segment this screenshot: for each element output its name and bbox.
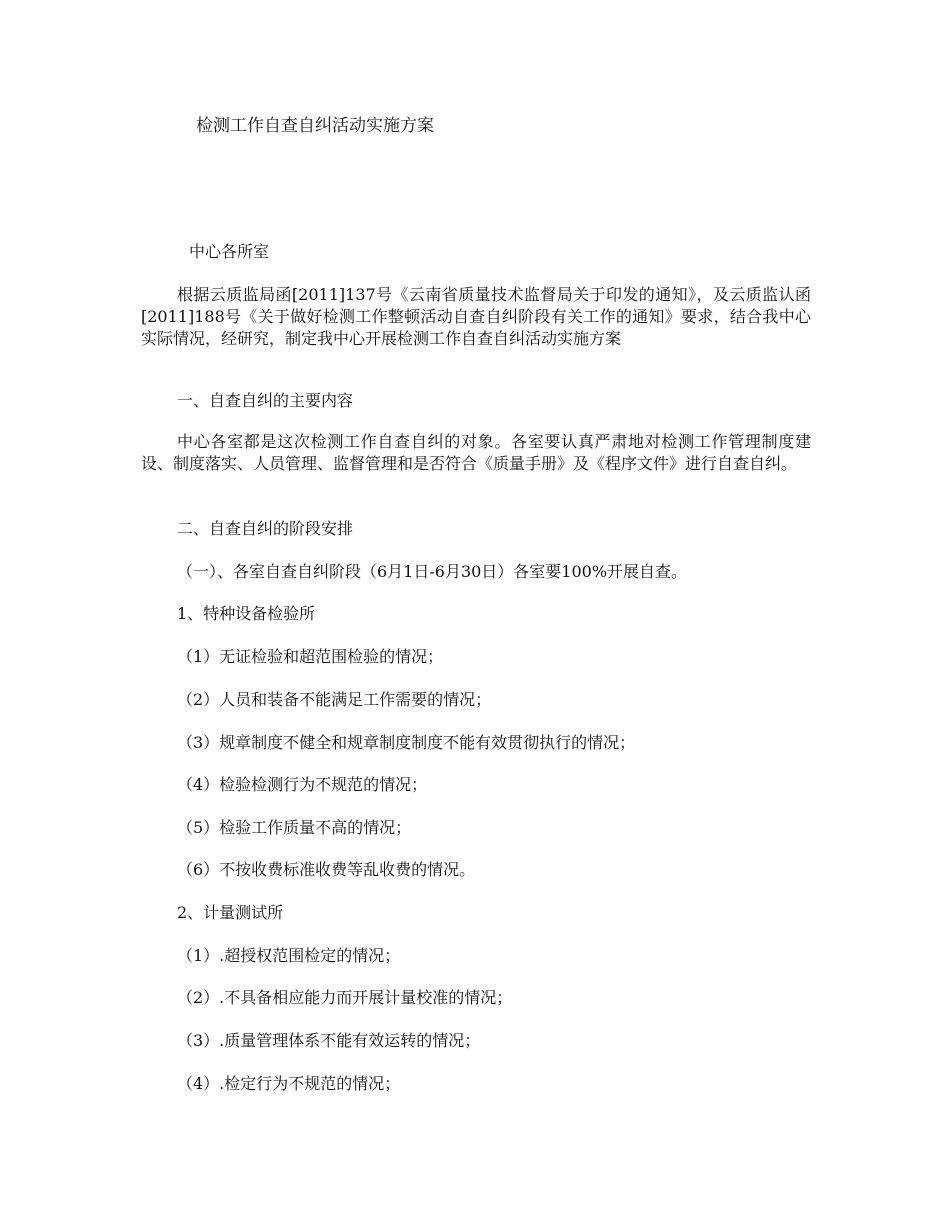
dept-1-item: （6）不按收费标准收费等乱收费的情况。 bbox=[177, 860, 476, 879]
addressee: 中心各所室 bbox=[189, 242, 270, 261]
dept-1-item: （5）检验工作质量不高的情况； bbox=[177, 818, 412, 837]
dept-2-name: 2、计量测试所 bbox=[177, 903, 284, 922]
dept-2-item: （4）.检定行为不规范的情况； bbox=[177, 1074, 401, 1093]
document-title: 检测工作自查自纠活动实施方案 bbox=[196, 116, 434, 136]
stage-1-text: （一）、各室自查自纠阶段（6月1日-6月30日）各室要100%开展自查。 bbox=[177, 562, 688, 581]
dept-2-item: （1）.超授权范围检定的情况； bbox=[177, 946, 401, 965]
dept-1-item: （4）检验检测行为不规范的情况； bbox=[177, 775, 428, 794]
intro-paragraph: 根据云质监局函[2011]137号《云南省质量技术监督局关于印发的通知》，及云质监认函[2011]188号《关于做好检测工作整顿活动自查自纠阶段有关工作的通知》要求，结合我中心实际情况，经研究，制定我中心开展检测工作自查自纠活动实施方案 bbox=[141, 285, 811, 348]
dept-1-item: （2）人员和装备不能满足工作需要的情况； bbox=[177, 690, 492, 709]
dept-1-item: （3）规章制度不健全和规章制度制度不能有效贯彻执行的情况； bbox=[177, 733, 636, 752]
dept-2-item: （2）.不具备相应能力而开展计量校准的情况； bbox=[177, 988, 513, 1007]
section-1-heading: 一、自查自纠的主要内容 bbox=[177, 391, 354, 410]
section-2-heading: 二、自查自纠的阶段安排 bbox=[177, 519, 354, 538]
dept-1-name: 1、特种设备检验所 bbox=[177, 604, 316, 623]
dept-1-item: （1）无证检验和超范围检验的情况； bbox=[177, 647, 444, 666]
section-1-body: 中心各室都是这次检测工作自查自纠的对象。各室要认真严肃地对检测工作管理制度建设、制度落实、人员管理、监督管理和是否符合《质量手册》及《程序文件》进行自查自纠。 bbox=[141, 432, 811, 473]
dept-2-item: （3）.质量管理体系不能有效运转的情况； bbox=[177, 1031, 481, 1050]
